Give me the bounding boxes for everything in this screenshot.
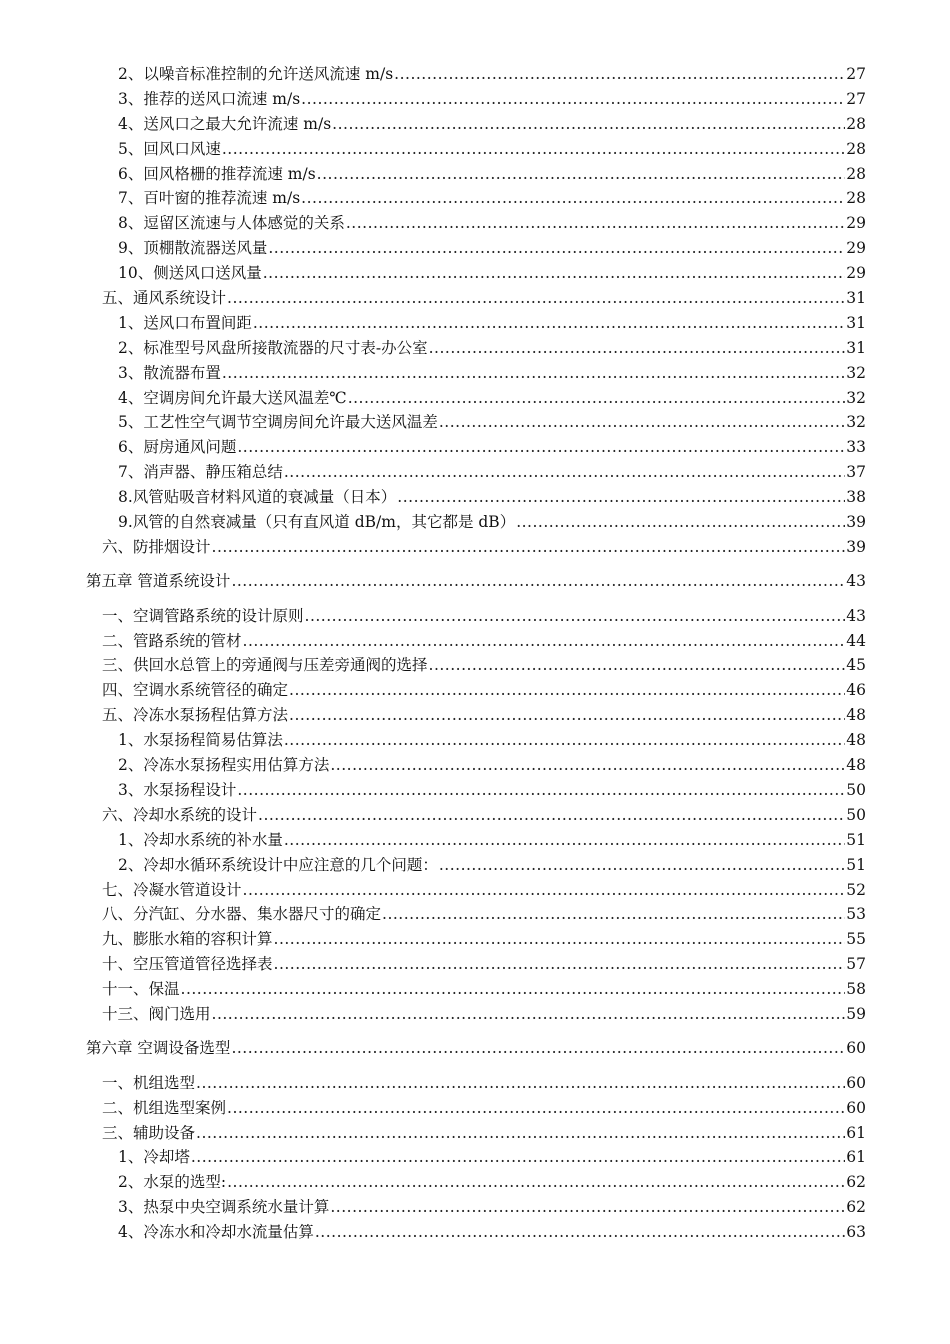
- toc-entry-title: 3、水泵扬程设计: [118, 780, 237, 799]
- toc-entry-title: 10、侧送风口送风量: [118, 264, 262, 283]
- toc-entry-page-number: 58: [846, 980, 866, 999]
- toc-entry-title: 5、工艺性空气调节空调房间允许最大送风温差: [118, 413, 438, 432]
- toc-entry-page-number: 31: [846, 313, 866, 332]
- toc-entry-title: 4、送风口之最大允许流速 m/s: [118, 114, 332, 133]
- dot-leader: [348, 386, 846, 411]
- dot-leader: [231, 569, 845, 594]
- toc-entry[interactable]: [86, 927, 866, 952]
- dot-leader: [332, 112, 845, 137]
- dot-leader: [394, 62, 845, 87]
- toc-entry-title: 二、机组选型案例: [102, 1098, 227, 1117]
- toc-entry-title: 六、防排烟设计: [102, 537, 211, 556]
- dot-leader: [212, 1002, 846, 1027]
- dot-leader: [397, 485, 845, 510]
- toc-entry-title: 五、通风系统设计: [102, 289, 227, 308]
- toc-entry-title: 五、冷冻水泵扬程估算方法: [102, 706, 289, 725]
- toc-entry[interactable]: [86, 286, 866, 311]
- dot-leader: [315, 1220, 845, 1245]
- toc-entry-title: 5、回风口风速: [118, 139, 221, 158]
- toc-entry-title: 2、标准型号风盘所接散流器的尺寸表-办公室: [118, 338, 428, 357]
- toc-entry-page-number: 59: [846, 1004, 866, 1023]
- toc-entry[interactable]: [86, 1220, 866, 1245]
- toc-entry-title: 九、膨胀水箱的容积计算: [102, 930, 273, 949]
- dot-leader: [227, 1170, 845, 1195]
- toc-entry-page-number: 28: [846, 114, 866, 133]
- toc-entry-page-number: 43: [846, 606, 866, 625]
- toc-entry-title: 2、以噪音标准控制的允许送风流速 m/s: [118, 65, 394, 83]
- toc-entry-title: 4、冷冻水和冷却水流量估算: [118, 1223, 314, 1242]
- dot-leader: [263, 261, 846, 286]
- toc-entry[interactable]: [86, 1121, 866, 1146]
- toc-entry-title: 三、供回水总管上的旁通阀与压差旁通阀的选择: [102, 656, 428, 675]
- toc-entry-page-number: 63: [846, 1223, 866, 1242]
- toc-entry-title: 7、百叶窗的推荐流速 m/s: [118, 189, 301, 208]
- dot-leader: [289, 678, 845, 703]
- toc-entry-page-number: 51: [846, 855, 866, 874]
- toc-entry[interactable]: [86, 678, 866, 703]
- dot-leader: [268, 236, 845, 261]
- toc-entry[interactable]: [86, 137, 866, 162]
- toc-entry-title: 四、空调水系统管径的确定: [102, 681, 289, 700]
- toc-entry-page-number: 60: [846, 1073, 866, 1092]
- dot-leader: [243, 629, 846, 654]
- toc-entry-page-number: 39: [846, 513, 866, 532]
- toc-entry[interactable]: [86, 1170, 866, 1195]
- dot-leader: [237, 435, 845, 460]
- toc-entry-title: 6、厨房通风问题: [118, 438, 237, 457]
- toc-entry-page-number: 50: [846, 805, 866, 824]
- dot-leader: [222, 137, 845, 162]
- toc-entry-title: 1、冷却塔: [118, 1148, 190, 1167]
- toc-entry[interactable]: [86, 629, 866, 654]
- toc-entry-page-number: 29: [846, 264, 866, 283]
- dot-leader: [289, 703, 845, 728]
- toc-entry[interactable]: [86, 1096, 866, 1121]
- toc-entry-page-number: 46: [846, 681, 866, 700]
- toc-entry[interactable]: [86, 1002, 866, 1027]
- toc-entry-title: 3、散流器布置: [118, 363, 221, 382]
- toc-entry-page-number: 32: [846, 363, 866, 382]
- table-of-contents: [86, 62, 866, 1245]
- toc-entry-page-number: 28: [846, 189, 866, 208]
- dot-leader: [305, 604, 846, 629]
- dot-leader: [301, 186, 845, 211]
- dot-leader: [258, 803, 845, 828]
- toc-entry-title: 2、冷冻水泵扬程实用估算方法: [118, 756, 330, 775]
- toc-entry[interactable]: [86, 952, 866, 977]
- toc-chapter-entry[interactable]: [86, 569, 866, 594]
- toc-entry-title: 二、管路系统的管材: [102, 631, 242, 650]
- toc-entry[interactable]: [86, 186, 866, 211]
- toc-entry-title: 十三、阀门选用: [102, 1004, 211, 1023]
- toc-entry-page-number: 61: [846, 1148, 866, 1167]
- dot-leader: [227, 286, 845, 311]
- toc-entry-page-number: 44: [846, 631, 866, 650]
- toc-entry-page-number: 32: [846, 388, 866, 407]
- toc-entry-page-number: 43: [846, 572, 866, 591]
- toc-entry[interactable]: [86, 211, 866, 236]
- toc-entry-page-number: 38: [846, 488, 866, 507]
- toc-entry[interactable]: [86, 828, 866, 853]
- toc-entry-page-number: 31: [846, 289, 866, 308]
- toc-entry[interactable]: [86, 753, 866, 778]
- toc-entry[interactable]: [86, 977, 866, 1002]
- toc-entry-title: 3、热泵中央空调系统水量计算: [118, 1198, 330, 1217]
- toc-entry-title: 六、冷却水系统的设计: [102, 805, 258, 824]
- dot-leader: [439, 853, 845, 878]
- dot-leader: [231, 1036, 845, 1061]
- toc-entry[interactable]: [86, 435, 866, 460]
- toc-entry[interactable]: [86, 1195, 866, 1220]
- toc-entry[interactable]: [86, 1071, 866, 1096]
- dot-leader: [330, 1195, 845, 1220]
- toc-entry[interactable]: [86, 261, 866, 286]
- toc-entry-title: 8、逗留区流速与人体感觉的关系: [118, 214, 345, 233]
- toc-entry[interactable]: [86, 703, 866, 728]
- toc-entry-page-number: 37: [846, 463, 866, 482]
- dot-leader: [212, 535, 846, 560]
- toc-entry-title: 7、消声器、静压箱总结: [118, 463, 283, 482]
- toc-entry-title: 1、水泵扬程简易估算法: [118, 731, 283, 750]
- toc-entry-title: 七、冷凝水管道设计: [102, 880, 242, 899]
- toc-entry-page-number: 29: [846, 239, 866, 258]
- dot-leader: [274, 927, 846, 952]
- toc-entry-page-number: 27: [846, 89, 866, 108]
- toc-entry[interactable]: [86, 902, 866, 927]
- toc-entry[interactable]: [86, 878, 866, 903]
- toc-entry-page-number: 55: [846, 930, 866, 949]
- toc-entry[interactable]: [86, 410, 866, 435]
- toc-entry[interactable]: [86, 62, 866, 87]
- dot-leader: [196, 1121, 845, 1146]
- toc-entry-page-number: 45: [846, 656, 866, 675]
- toc-entry-title: 八、分汽缸、分水器、集水器尺寸的确定: [102, 905, 382, 924]
- dot-leader: [301, 87, 845, 112]
- dot-leader: [253, 311, 845, 336]
- toc-entry[interactable]: [86, 604, 866, 629]
- toc-entry[interactable]: [86, 336, 866, 361]
- toc-entry[interactable]: [86, 653, 866, 678]
- toc-entry-page-number: 53: [846, 905, 866, 924]
- toc-entry[interactable]: [86, 311, 866, 336]
- toc-entry-title: 9、顶棚散流器送风量: [118, 239, 268, 258]
- toc-entry[interactable]: [86, 853, 866, 878]
- toc-entry-page-number: 50: [846, 780, 866, 799]
- toc-entry-title: 1、送风口布置间距: [118, 313, 252, 332]
- toc-entry-title: 8.风管贴吸音材料风道的衰减量（日本）: [118, 488, 397, 507]
- toc-entry-title: 十、空压管道管径选择表: [102, 955, 273, 974]
- toc-entry[interactable]: [86, 87, 866, 112]
- toc-entry-page-number: 60: [846, 1039, 866, 1058]
- toc-entry-page-number: 48: [846, 706, 866, 725]
- toc-entry-page-number: 48: [846, 731, 866, 750]
- toc-entry-title: 2、水泵的选型:: [118, 1173, 227, 1192]
- toc-entry-page-number: 48: [846, 756, 866, 775]
- dot-leader: [284, 460, 845, 485]
- dot-leader: [181, 977, 846, 1002]
- dot-leader: [516, 510, 845, 535]
- toc-entry-page-number: 57: [846, 955, 866, 974]
- toc-entry-page-number: 51: [846, 830, 866, 849]
- dot-leader: [439, 410, 845, 435]
- toc-entry-page-number: 28: [846, 164, 866, 183]
- toc-entry-title: 十一、保温: [102, 980, 180, 999]
- dot-leader: [227, 1096, 845, 1121]
- toc-entry-page-number: 39: [846, 537, 866, 556]
- toc-entry-title: 一、空调管路系统的设计原则: [102, 606, 304, 625]
- toc-entry-page-number: 28: [846, 139, 866, 158]
- toc-entry[interactable]: [86, 778, 866, 803]
- toc-entry[interactable]: [86, 162, 866, 187]
- toc-entry-title: 6、回风格栅的推荐流速 m/s: [118, 164, 316, 183]
- toc-entry-title: 9.风管的自然衰减量（只有直风道 dB/m，其它都是 dB）: [118, 513, 516, 532]
- dot-leader: [330, 753, 845, 778]
- toc-entry[interactable]: [86, 510, 866, 535]
- dot-leader: [222, 361, 845, 386]
- toc-entry-title: 3、推荐的送风口流速 m/s: [118, 89, 301, 108]
- toc-entry-page-number: 29: [846, 214, 866, 233]
- toc-entry[interactable]: [86, 112, 866, 137]
- toc-entry-page-number: 61: [846, 1123, 866, 1142]
- toc-entry-page-number: 33: [846, 438, 866, 457]
- toc-entry-page-number: 62: [846, 1173, 866, 1192]
- toc-entry-page-number: 52: [846, 880, 866, 899]
- toc-entry-page-number: 32: [846, 413, 866, 432]
- toc-entry[interactable]: [86, 236, 866, 261]
- toc-entry[interactable]: [86, 1145, 866, 1170]
- toc-entry[interactable]: [86, 535, 866, 560]
- dot-leader: [243, 878, 846, 903]
- dot-leader: [284, 728, 845, 753]
- toc-entry-page-number: 62: [846, 1198, 866, 1217]
- toc-entry-title: 三、辅助设备: [102, 1123, 196, 1142]
- toc-entry[interactable]: [86, 803, 866, 828]
- toc-entry[interactable]: [86, 386, 866, 411]
- toc-entry-title: 第五章 管道系统设计: [86, 572, 231, 591]
- toc-entry-title: 4、空调房间允许最大送风温差℃: [118, 388, 347, 407]
- toc-entry-title: 2、冷却水循环系统设计中应注意的几个问题：: [118, 855, 438, 874]
- toc-entry-title: 1、冷却水系统的补水量: [118, 830, 283, 849]
- dot-leader: [346, 211, 845, 236]
- toc-entry-page-number: 60: [846, 1098, 866, 1117]
- toc-entry[interactable]: [86, 485, 866, 510]
- toc-entry[interactable]: [86, 361, 866, 386]
- dot-leader: [237, 778, 845, 803]
- toc-entry-title: 一、机组选型: [102, 1073, 196, 1092]
- toc-entry[interactable]: [86, 460, 866, 485]
- dot-leader: [274, 952, 846, 977]
- dot-leader: [191, 1145, 845, 1170]
- toc-entry[interactable]: [86, 728, 866, 753]
- toc-entry-page-number: 27: [846, 65, 866, 83]
- toc-entry-page-number: 31: [846, 338, 866, 357]
- dot-leader: [317, 162, 846, 187]
- dot-leader: [382, 902, 845, 927]
- dot-leader: [429, 336, 846, 361]
- dot-leader: [429, 653, 846, 678]
- dot-leader: [284, 828, 845, 853]
- toc-entry-title: 第六章 空调设备选型: [86, 1039, 231, 1058]
- toc-chapter-entry[interactable]: [86, 1036, 866, 1061]
- dot-leader: [196, 1071, 845, 1096]
